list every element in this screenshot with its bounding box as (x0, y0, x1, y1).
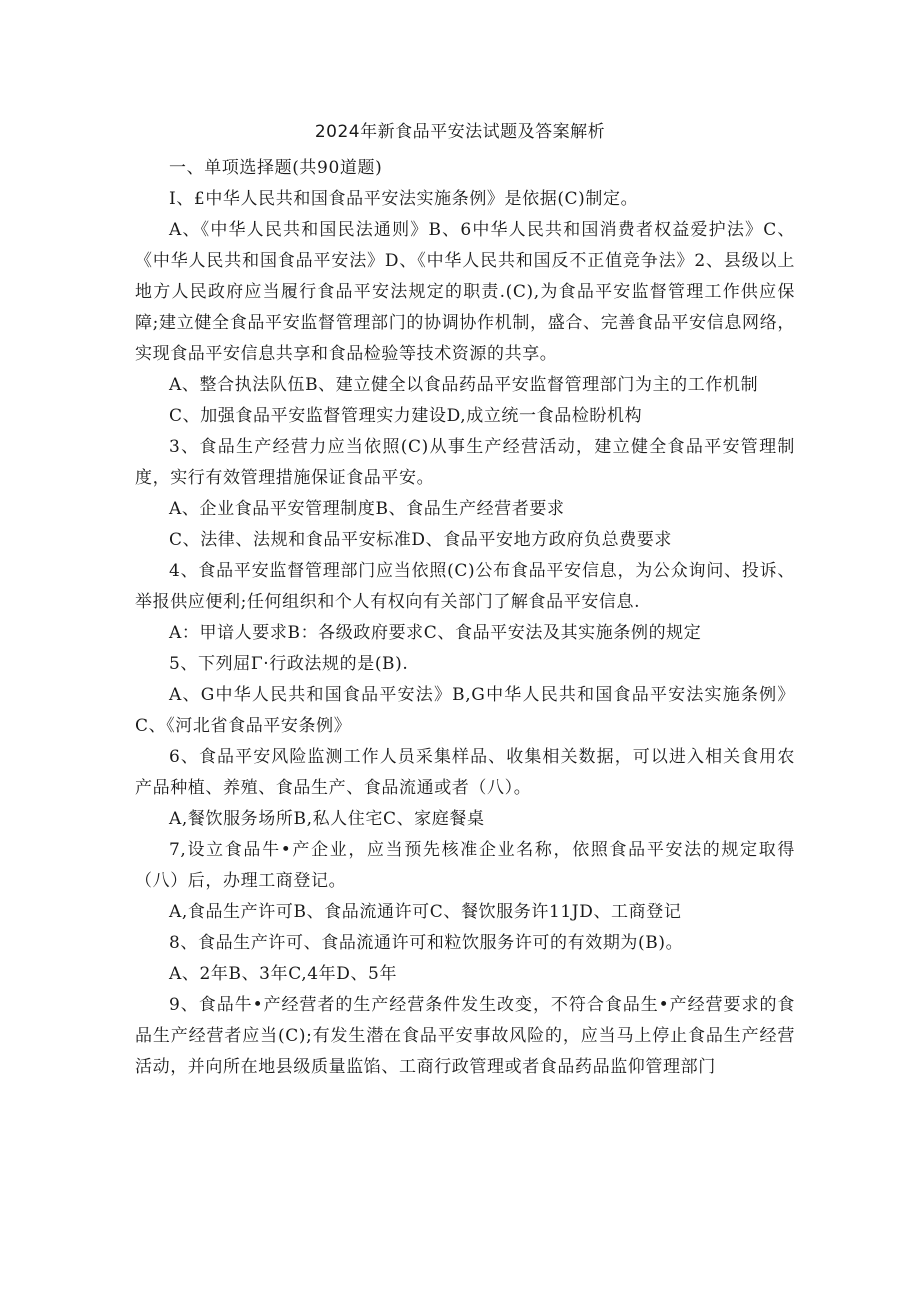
paragraph: A,餐饮服务场所B,私人住宅C、家庭餐桌 (169, 809, 485, 829)
document-body (135, 153, 795, 1083)
paragraph: A、整合执法队伍B、建立健全以食品药品平安监督管理部门为主的工作机制 (169, 375, 759, 395)
section-heading: 一、单项选择题(共90道题) (169, 158, 383, 178)
paragraph: C、加强食品平安监督管理实力建设D,成立统一食品检盼机构 (169, 406, 643, 426)
paragraph: A：甲谙人要求B：各级政府要求C、食品平安法及其实施条例的规定 (169, 623, 702, 643)
paragraph: A、企业食品平安管理制度B、食品生产经营者要求 (169, 499, 565, 519)
document-title: 2024年新食品平安法试题及答案解析 (314, 122, 606, 142)
paragraph: A、G中华人民共和国食品平安法》B,G中华人民共和国食品平安法实施条例》C、《河北省食品平安条例》 (135, 685, 795, 736)
paragraph: I、£中华人民共和国食品平安法实施条例》是依据(C)制定。 (169, 189, 639, 209)
paragraph: 3、食品生产经营力应当依照(C)从事生产经营活动，建立健全食品平安管理制度，实行有效管理措施保证食品平安。 (135, 437, 795, 488)
paragraph: 7,设立食品牛•产企业，应当预先核准企业名称，依照食品平安法的规定取得（八）后，办理工商登记。 (135, 840, 795, 891)
paragraph: A、2年B、3年C,4年D、5年 (169, 964, 398, 984)
paragraph: 5、下列屈Γ·行政法规的是(B). (169, 654, 409, 674)
paragraph: 4、食品平安监督管理部门应当依照(C)公布食品平安信息，为公众询问、投诉、举报供应便利;任何组织和个人有权向有关部门了解食品平安信息. (135, 561, 795, 612)
paragraph: 8、食品生产许可、食品流通许可和粒饮服务许可的有效期为(B)。 (169, 933, 684, 953)
paragraph: 6、食品平安风险监测工作人员采集样品、收集相关数据，可以进入相关食用农产品种植、养殖、食品生产、食品流通或者（八）。 (135, 747, 795, 798)
paragraph: A,食品生产许可B、食品流通许可C、餐饮服务许11JD、工商登记 (169, 902, 682, 922)
paragraph: 9、食品牛•产经营者的生产经营条件发生改变，不符合食品生•产经营要求的食品生产经营者应当(C);有发生潜在食品平安事故风险的，应当马上停止食品生产经营活动，并向所在地县级质量监馅、工商行政管理或者食品药品监仰管理部门 (135, 995, 795, 1077)
paragraph: A、《中华人民共和国民法通则》B、6中华人民共和国消费者权益爱护法》C、《中华人民共和国食品平安法》D、《中华人民共和国反不正值竞争法》2、县级以上地方人民政府应当履行食品平安法规定的职责.(C),为食品平安监督管理工作供应保障;建立健全食品平安监督管理部门的协调协作机制，盛合、完善食品平安信息网络，实现食品平安信息共享和食品检验等技术资源的共享。 (135, 220, 795, 364)
paragraph: C、法律、法规和食品平安标准D、食品平安地方政府负总费要求 (169, 530, 673, 550)
